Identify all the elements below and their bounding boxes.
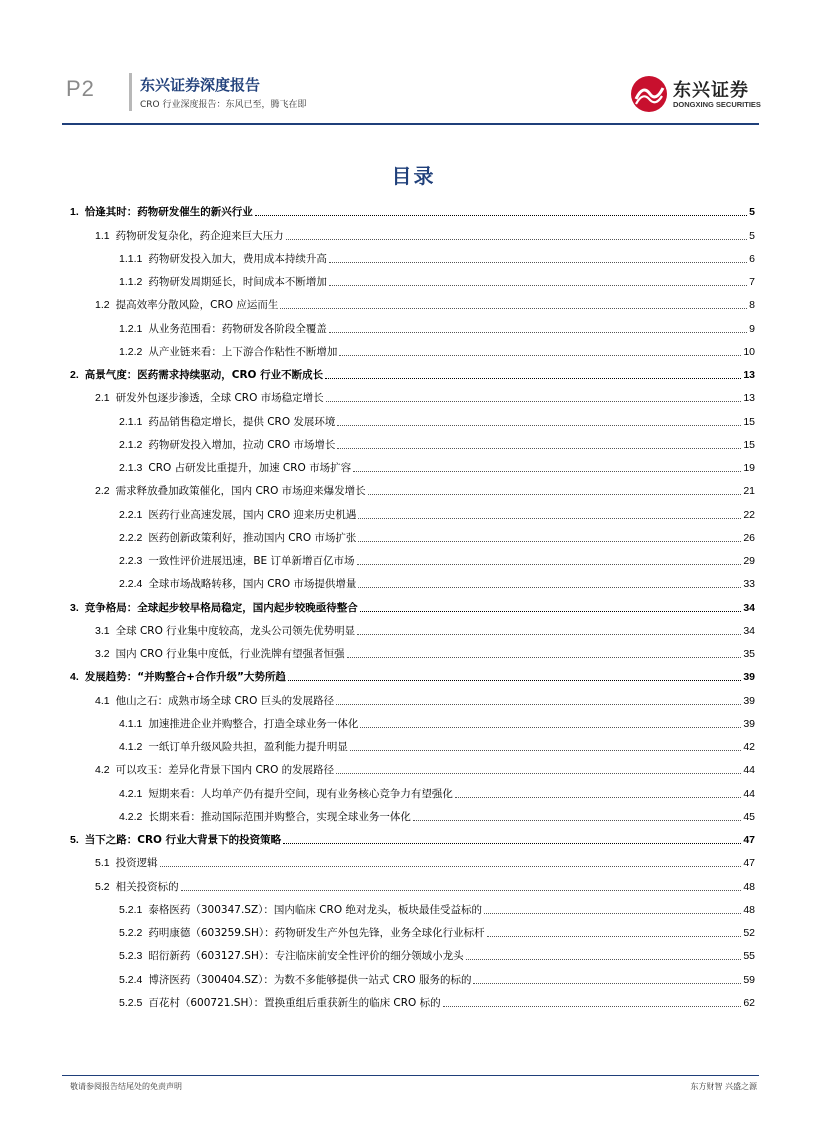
toc-entry-number: 2.2.2 [119, 531, 143, 544]
toc-dot-leader [329, 332, 747, 333]
toc-entry-number: 4.1.1 [119, 717, 143, 730]
toc-entry[interactable] [70, 312, 755, 335]
toc-dot-leader [360, 611, 742, 612]
toc-entry-page: 44 [743, 764, 755, 777]
toc-entry-label [119, 718, 358, 731]
toc-entry-text: 竞争格局：全球起步较早格局稳定，国内起步较晚亟待整合 [84, 601, 358, 614]
toc-entry-page: 34 [743, 624, 755, 637]
toc-entry-text: 药物研发复杂化，药企迎来巨大压力 [115, 229, 284, 242]
toc-dot-leader [353, 471, 741, 472]
toc-entry-number: 4.1.2 [119, 741, 143, 753]
toc-entry-text: 医药行业高速发展，国内 CRO 迎来历史机遇 [148, 508, 357, 521]
toc-entry[interactable] [70, 522, 755, 545]
toc-entry[interactable] [70, 289, 755, 312]
toc-entry-label [95, 230, 284, 243]
toc-entry-text: 当下之路：CRO 行业大背景下的投资策略 [84, 834, 282, 846]
toc-entry-page: 39 [743, 671, 755, 684]
toc-entry-page: 7 [749, 276, 755, 288]
toc-entry-number: 5.2.5 [119, 996, 143, 1009]
toc-entry-text: 百花村（600721.SH）：置换重组后重获新生的临床 CRO 标的 [148, 996, 441, 1009]
report-series: 东兴证券深度报告 [140, 76, 261, 94]
toc-entry-text: 从业务范围看：药物研发各阶段全覆盖 [148, 322, 327, 335]
toc-entry-text: 医药创新政策利好，推动国内 CRO 市场扩张 [148, 531, 357, 544]
toc-entry-text: 博济医药（300404.SZ）：为数不多能够提供一站式 CRO 服务的标的 [148, 973, 472, 986]
toc-entry-label [95, 695, 334, 708]
toc-dot-leader [329, 262, 747, 263]
toc-dot-leader [484, 913, 741, 914]
toc-entry-text: 全球 CRO 行业集中度较高，龙头公司领先优势明显 [115, 624, 356, 637]
logo-text-en: DONGXING SECURITIES [673, 100, 761, 109]
toc-entry[interactable] [70, 568, 755, 591]
toc-entry-label [95, 392, 324, 405]
toc-entry-number: 5.2.3 [119, 950, 143, 963]
toc-entry-page: 5 [749, 229, 755, 242]
toc-entry-text: CRO 占研发比重提升，加速 CRO 市场扩容 [148, 462, 352, 474]
toc-entry-page: 42 [743, 741, 755, 753]
toc-entry-number: 5. [70, 834, 79, 846]
toc-dot-leader [337, 448, 741, 449]
toc-entry-page: 15 [743, 438, 755, 451]
toc-entry-text: 可以攻玉：差异化背景下国内 CRO 的发展路径 [115, 764, 335, 777]
toc-dot-leader [336, 704, 741, 705]
toc-entry-label [119, 276, 327, 289]
toc-entry[interactable] [70, 940, 755, 963]
toc-dot-leader [350, 750, 741, 751]
toc-entry[interactable] [70, 987, 755, 1010]
toc-entry-label [119, 811, 411, 824]
toc-entry-label [95, 881, 179, 894]
toc-dot-leader [368, 494, 742, 495]
toc-entry-text: 高景气度：医药需求持续驱动，CRO 行业不断成长 [84, 369, 324, 381]
toc-entry-text: 研发外包逐步渗透，全球 CRO 市场稳定增长 [115, 392, 324, 405]
toc-entry[interactable] [70, 475, 755, 498]
toc-entry[interactable] [70, 708, 755, 731]
toc-dot-leader [357, 634, 741, 635]
toc-entry-page: 48 [743, 903, 755, 916]
toc-entry[interactable] [70, 382, 755, 405]
toc-entry[interactable] [70, 963, 755, 986]
toc-entry[interactable] [70, 591, 755, 614]
toc-entry-page: 15 [743, 415, 755, 428]
toc-dot-leader [326, 401, 742, 402]
toc-entry-number: 3. [70, 601, 79, 614]
toc-entry-label [95, 299, 278, 312]
toc-entry-label [119, 974, 471, 987]
toc-entry-text: 药物研发投入加大，费用成本持续升高 [148, 252, 327, 265]
toc-entry-label [70, 206, 253, 219]
toc-dot-leader [337, 425, 741, 426]
toc-entry-label [119, 323, 327, 336]
toc-entry-label [119, 509, 356, 522]
toc-dot-leader [339, 355, 741, 356]
toc-entry[interactable] [70, 219, 755, 242]
toc-entry-label [119, 439, 335, 452]
toc-entry[interactable] [70, 615, 755, 638]
toc-entry-text: 加速推进企业并购整合，打造全球业务一体化 [148, 717, 359, 730]
toc-entry-page: 59 [743, 973, 755, 986]
toc-entry-number: 5.2.4 [119, 973, 143, 986]
toc-entry-text: 药品销售稳定增长，提供 CRO 发展环境 [148, 415, 336, 428]
logo-text-cn: 东兴证券 [673, 80, 749, 101]
toc-entry-label [70, 369, 323, 382]
toc-entry-label [119, 950, 464, 963]
toc-entry-text: 相关投资标的 [115, 880, 179, 893]
toc-entry-page: 21 [743, 485, 755, 498]
toc-dot-leader [325, 378, 741, 379]
toc-entry-label [119, 416, 335, 429]
toc-entry-number: 5.2.2 [119, 927, 143, 939]
toc-title: 目录 [391, 164, 436, 188]
toc-entry-label [95, 625, 355, 638]
toc-entry-number: 4.2 [95, 764, 110, 777]
toc-dot-leader [443, 1006, 742, 1007]
table-of-contents [70, 196, 755, 1010]
toc-entry[interactable] [70, 894, 755, 917]
toc-entry-page: 45 [743, 810, 755, 823]
toc-entry-page: 19 [743, 462, 755, 474]
toc-entry[interactable] [70, 777, 755, 800]
toc-entry-number: 2.1 [95, 392, 110, 405]
toc-entry-page: 34 [743, 601, 755, 614]
toc-entry-page: 29 [743, 555, 755, 567]
toc-entry-label [70, 671, 286, 684]
toc-entry-text: 泰格医药（300347.SZ）：国内临床 CRO 绝对龙头，板块最佳受益标的 [148, 903, 482, 916]
toc-entry-text: 从产业链来看：上下游合作粘性不断增加 [148, 345, 338, 358]
toc-entry-label [95, 648, 345, 661]
toc-entry-label [119, 346, 337, 359]
toc-entry-text: 一纸订单升级风险共担，盈利能力提升明显 [148, 741, 348, 753]
toc-dot-leader [473, 983, 741, 984]
toc-dot-leader [487, 936, 742, 937]
toc-entry[interactable] [70, 870, 755, 893]
toc-entry[interactable] [70, 824, 755, 847]
toc-entry-page: 5 [749, 206, 755, 219]
toc-entry-number: 3.2 [95, 648, 110, 660]
toc-entry-number: 1.2 [95, 299, 110, 312]
toc-entry-text: 需求释放叠加政策催化，国内 CRO 市场迎来爆发增长 [115, 485, 366, 498]
toc-entry-page: 55 [743, 950, 755, 963]
toc-entry-number: 4.1 [95, 694, 110, 707]
toc-entry[interactable] [70, 266, 755, 289]
toc-entry-text: 短期来看：人均单产仍有提升空间，现有业务核心竞争力有望强化 [148, 787, 453, 800]
toc-entry[interactable] [70, 452, 755, 475]
toc-entry-page: 47 [743, 834, 755, 846]
toc-entry[interactable] [70, 429, 755, 452]
toc-entry-page: 62 [743, 996, 755, 1009]
toc-dot-leader [181, 890, 742, 891]
toc-entry-page: 39 [743, 694, 755, 707]
toc-entry-text: 全球市场战略转移，国内 CRO 市场提供增量 [148, 578, 357, 591]
toc-entry-text: 恰逢其时：药物研发催生的新兴行业 [84, 206, 253, 219]
header-divider [129, 73, 132, 111]
footer-slogan: 东方财智 兴盛之源 [690, 1082, 757, 1091]
toc-entry[interactable] [70, 754, 755, 777]
toc-entry-page: 52 [743, 927, 755, 939]
toc-entry-page: 35 [743, 648, 755, 660]
toc-dot-leader [288, 680, 741, 681]
toc-dot-leader [347, 657, 742, 658]
toc-entry-number: 2. [70, 369, 79, 381]
toc-entry[interactable] [70, 405, 755, 428]
toc-entry[interactable] [70, 661, 755, 684]
toc-entry[interactable] [70, 684, 755, 707]
toc-entry-page: 47 [743, 857, 755, 870]
toc-entry-page: 48 [743, 880, 755, 893]
toc-dot-leader [413, 820, 741, 821]
toc-dot-leader [286, 239, 748, 240]
toc-entry[interactable] [70, 917, 755, 940]
toc-entry-number: 2.2.4 [119, 578, 143, 591]
toc-entry-text: 药明康德（603259.SH）：药物研发生产外包先锋，业务全球化行业标杆 [148, 927, 485, 939]
toc-entry-label [119, 532, 356, 545]
company-logo [630, 75, 760, 113]
toc-entry-text: 药物研发投入增加，拉动 CRO 市场增长 [148, 438, 336, 451]
toc-entry-page: 6 [749, 252, 755, 265]
toc-entry-text: 国内 CRO 行业集中度低，行业洗牌有望强者恒强 [115, 648, 345, 660]
toc-entry-label [119, 788, 453, 801]
toc-dot-leader [360, 727, 741, 728]
toc-entry[interactable] [70, 196, 755, 219]
toc-entry-page: 13 [743, 392, 755, 405]
toc-entry-label [119, 253, 327, 266]
toc-dot-leader [283, 843, 741, 844]
toc-entry-page: 9 [749, 322, 755, 335]
toc-entry-label [95, 485, 366, 498]
toc-entry-label [95, 764, 334, 777]
toc-entry-text: 投资逻辑 [115, 857, 158, 870]
toc-entry-number: 5.2.1 [119, 903, 143, 916]
toc-entry-page: 44 [743, 787, 755, 800]
toc-dot-leader [336, 773, 741, 774]
toc-entry-number: 5.2 [95, 880, 110, 893]
toc-entry[interactable] [70, 336, 755, 359]
toc-entry-number: 1.2.1 [119, 322, 143, 335]
toc-entry-label [119, 904, 482, 917]
footer-disclaimer: 敬请参阅报告结尾处的免责声明 [70, 1082, 182, 1091]
toc-entry[interactable] [70, 498, 755, 521]
toc-dot-leader [280, 308, 747, 309]
toc-entry-number: 4. [70, 671, 79, 684]
toc-entry-page: 13 [743, 369, 755, 381]
toc-entry-number: 4.2.2 [119, 810, 143, 823]
toc-entry[interactable] [70, 243, 755, 266]
toc-entry-label [119, 741, 348, 754]
toc-entry-number: 1.1.2 [119, 276, 143, 288]
toc-entry-number: 5.1 [95, 857, 110, 870]
toc-entry-label [70, 602, 358, 615]
toc-entry-text: 一致性评价进展迅速，BE 订单新增百亿市场 [148, 555, 355, 567]
toc-dot-leader [358, 587, 741, 588]
toc-entry-page: 8 [749, 299, 755, 312]
toc-entry-number: 2.1.3 [119, 462, 143, 474]
page-label: P2 [66, 76, 95, 101]
toc-dot-leader [466, 959, 742, 960]
toc-entry-page: 26 [743, 531, 755, 544]
toc-entry-number: 1.1.1 [119, 252, 143, 265]
toc-entry-label [119, 927, 485, 940]
toc-dot-leader [160, 866, 742, 867]
toc-entry-number: 1. [70, 206, 79, 219]
toc-dot-leader [455, 797, 741, 798]
toc-entry-number: 2.2.1 [119, 508, 143, 521]
toc-entry-label [119, 555, 355, 568]
toc-entry-label [119, 997, 441, 1010]
toc-dot-leader [255, 215, 747, 216]
toc-entry-page: 39 [743, 717, 755, 730]
toc-entry-text: 长期来看：推动国际范围并购整合，实现全球业务一体化 [148, 810, 411, 823]
toc-entry-label [70, 834, 281, 847]
toc-entry-number: 1.1 [95, 229, 110, 242]
toc-dot-leader [329, 285, 747, 286]
toc-entry-text: 昭衍新药（603127.SH）：专注临床前安全性评价的细分领域小龙头 [148, 950, 464, 963]
toc-dot-leader [358, 518, 741, 519]
toc-entry[interactable] [70, 801, 755, 824]
toc-entry[interactable] [70, 359, 755, 382]
toc-entry-number: 2.2 [95, 485, 110, 498]
toc-entry-page: 10 [743, 345, 755, 358]
toc-dot-leader [357, 564, 742, 565]
toc-entry[interactable] [70, 638, 755, 661]
toc-entry[interactable] [70, 847, 755, 870]
toc-dot-leader [358, 541, 741, 542]
footer-rule [62, 1075, 759, 1076]
toc-entry[interactable] [70, 545, 755, 568]
toc-entry-label [119, 462, 351, 475]
toc-entry[interactable] [70, 731, 755, 754]
toc-entry-label [119, 578, 356, 591]
toc-entry-label [95, 857, 158, 870]
toc-entry-text: 发展趋势：“并购整合+合作升级”大势所趋 [84, 671, 286, 684]
toc-entry-text: 药物研发周期延长，时间成本不断增加 [148, 276, 327, 288]
toc-entry-page: 22 [743, 508, 755, 521]
toc-entry-number: 4.2.1 [119, 787, 143, 800]
toc-entry-number: 1.2.2 [119, 345, 143, 358]
toc-entry-number: 2.1.1 [119, 415, 143, 428]
toc-entry-text: 他山之石：成熟市场全球 CRO 巨头的发展路径 [115, 694, 335, 707]
toc-entry-text: 提高效率分散风险，CRO 应运而生 [115, 299, 279, 312]
toc-entry-number: 2.1.2 [119, 438, 143, 451]
toc-entry-page: 33 [743, 578, 755, 591]
dongxing-logo-icon [630, 75, 668, 113]
report-subtitle: CRO 行业深度报告：东风已至，腾飞在即 [140, 100, 307, 110]
header-rule [62, 123, 759, 125]
toc-entry-number: 2.2.3 [119, 555, 143, 567]
toc-entry-number: 3.1 [95, 624, 110, 637]
